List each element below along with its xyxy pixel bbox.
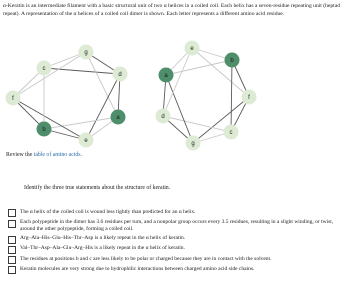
left-node-a bbox=[111, 110, 126, 125]
answer-option-3[interactable] bbox=[8, 235, 346, 243]
amino-acid-table-link[interactable]: table of amino acids bbox=[33, 152, 81, 158]
right-node-a bbox=[159, 68, 174, 83]
intro-text: α-Keratin is an intermediate filament with a basic structural unit of two α helices in a coiled coil. Each helix has a seven-residue repeating unit (heptad repeat). A representation of the α helices of a coiled coil dimer is shown. Each letter represents a different amino acid residue. bbox=[3, 3, 341, 17]
right-node-d bbox=[156, 109, 171, 124]
right-node-b bbox=[225, 53, 240, 68]
answer-option-1[interactable] bbox=[8, 209, 346, 217]
left-helix-wheel bbox=[13, 52, 120, 140]
svg-text:a: a bbox=[116, 115, 120, 121]
left-node-e bbox=[79, 133, 94, 148]
answer-option-2[interactable] bbox=[8, 219, 346, 233]
review-suffix: . bbox=[80, 152, 82, 158]
svg-text:f: f bbox=[248, 95, 250, 101]
checkbox[interactable] bbox=[8, 209, 16, 217]
svg-text:e: e bbox=[84, 138, 88, 144]
left-node-d bbox=[113, 67, 128, 82]
right-node-c bbox=[224, 125, 239, 140]
right-node-f bbox=[242, 90, 257, 105]
svg-text:e: e bbox=[190, 46, 194, 52]
question-prompt: Identify the three true statements about the structure of keratin. bbox=[24, 185, 171, 191]
svg-text:g: g bbox=[191, 141, 195, 147]
svg-text:c: c bbox=[42, 66, 46, 72]
checkbox[interactable] bbox=[8, 256, 16, 264]
svg-text:a: a bbox=[164, 73, 168, 79]
answer-option-5[interactable] bbox=[8, 256, 346, 264]
left-node-b bbox=[37, 122, 52, 137]
option-text: The α helix of the coiled coil is wound less tightly than predicted for an α helix. bbox=[20, 209, 196, 215]
svg-text:g: g bbox=[84, 50, 88, 56]
checkbox[interactable] bbox=[8, 236, 16, 244]
checkbox[interactable] bbox=[8, 246, 16, 254]
svg-text:f: f bbox=[12, 96, 14, 102]
right-node-g bbox=[186, 136, 201, 151]
answer-option-4[interactable] bbox=[8, 245, 346, 253]
option-text: Val–Thr–Asp–Ala–Glu–Arg–His is a likely repeat in the α helix of keratin. bbox=[20, 245, 185, 252]
right-node-e bbox=[185, 41, 200, 56]
option-text: Keratin molecules are very strong due to hydrophilic interactions between charged amino acid side chains. bbox=[20, 265, 255, 272]
option-text: The residues at positions b and c are less likely to be polar or charged because they are in contact with the solvent. bbox=[20, 255, 272, 262]
answer-option-6[interactable] bbox=[8, 266, 346, 274]
svg-text:d: d bbox=[161, 114, 165, 120]
svg-text:c: c bbox=[229, 130, 233, 136]
svg-text:d: d bbox=[118, 72, 122, 78]
left-node-f bbox=[6, 91, 21, 106]
review-line bbox=[6, 152, 82, 158]
review-prefix: Review the bbox=[6, 152, 34, 158]
option-text: Arg–Ala–His–Glu–His–Thr–Asp is a likely repeat in the α helix of keratin. bbox=[20, 235, 186, 242]
left-node-c bbox=[37, 61, 52, 76]
svg-text:b: b bbox=[42, 127, 46, 133]
answer-options bbox=[8, 209, 346, 276]
left-node-g bbox=[79, 45, 94, 60]
checkbox[interactable] bbox=[8, 220, 16, 228]
option-text: Each polypeptide in the dimer has 3.6 residues per turn, and a nonpolar group occurs every 3.5 residues, resulting in a slight winding, or twist, around the other polypeptide, forming a coiled coil. bbox=[20, 219, 334, 233]
svg-text:b: b bbox=[230, 58, 234, 64]
checkbox[interactable] bbox=[8, 266, 16, 274]
